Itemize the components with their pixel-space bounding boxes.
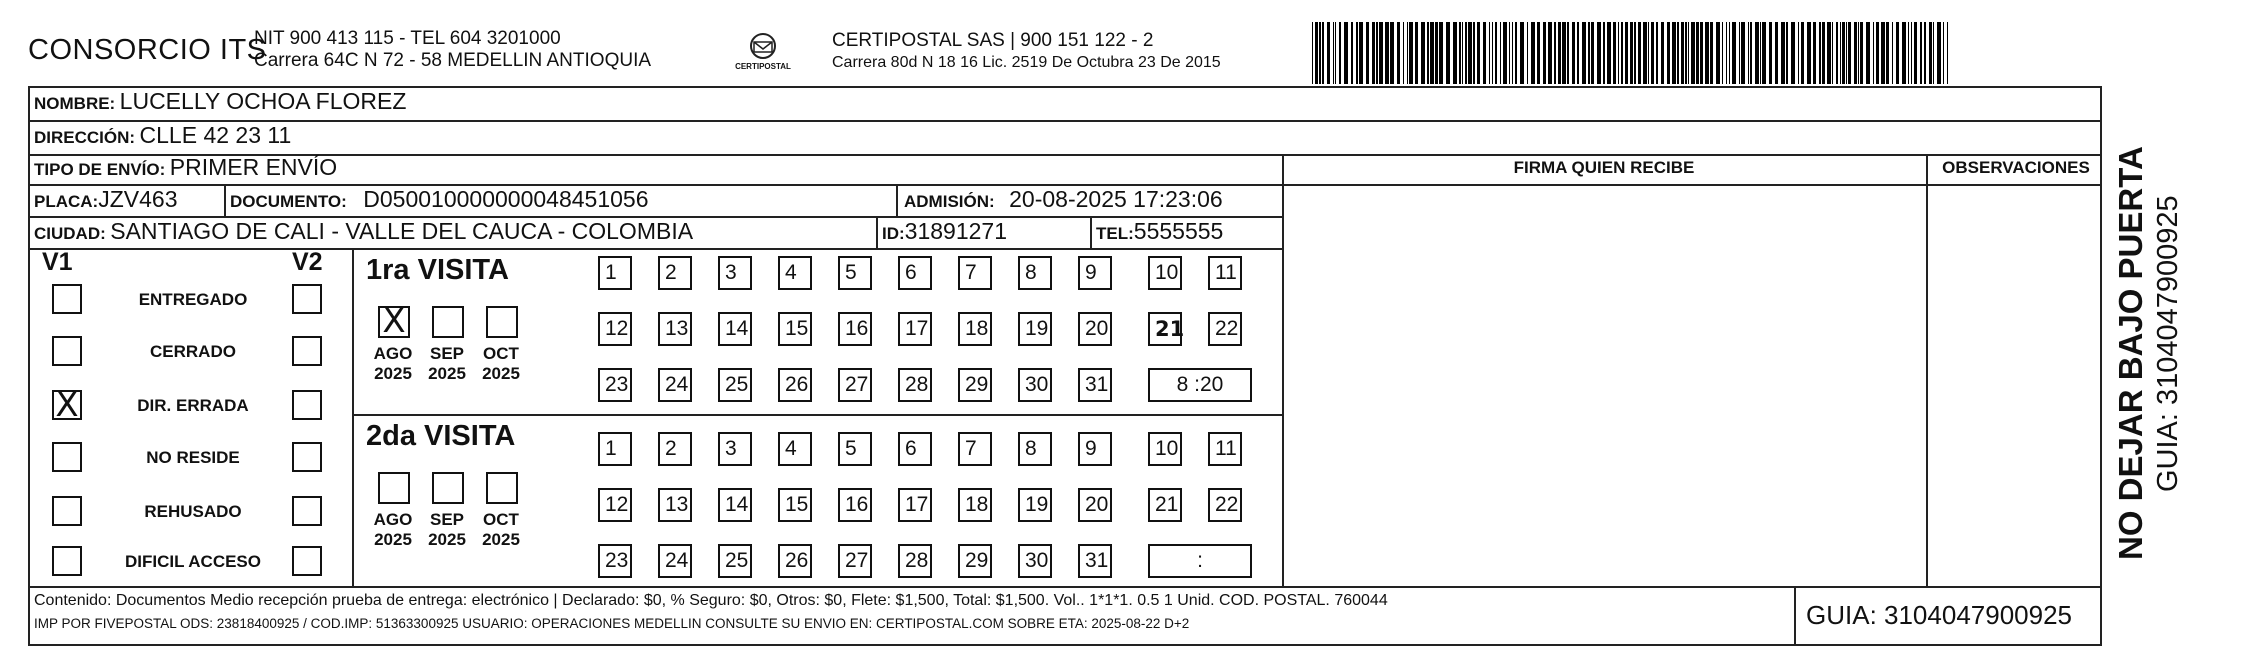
visit2-day-box[interactable]: 6: [898, 432, 932, 466]
barcode-bar: [1462, 22, 1463, 84]
visit1-day-box[interactable]: 19: [1018, 312, 1052, 346]
barcode-bar: [1866, 22, 1870, 84]
observaciones-label: OBSERVACIONES: [1942, 158, 2090, 177]
visit2-day-box[interactable]: 9: [1078, 432, 1112, 466]
tipo-label: TIPO DE ENVÍO:: [34, 160, 166, 179]
barcode-bar: [1643, 22, 1647, 84]
visit1-day-box[interactable]: 22: [1208, 312, 1242, 346]
visit1-month-checkbox[interactable]: [378, 301, 410, 341]
barcode-bar: [1439, 22, 1443, 84]
barcode-bar: [1858, 22, 1859, 84]
status-label: CERRADO: [150, 342, 236, 361]
admision-field: [904, 186, 1223, 213]
barcode-bar: [1531, 22, 1535, 84]
barcode-bar: [1914, 22, 1917, 84]
barcode-bar: [1435, 22, 1438, 84]
visit1-day-box[interactable]: 8: [1018, 256, 1052, 290]
carrier-line: CERTIPOSTAL SAS | 900 151 122 - 2: [832, 30, 1154, 51]
barcode-bar: [1873, 22, 1874, 84]
v1-checkbox[interactable]: [52, 284, 82, 314]
visit2-day-box[interactable]: 23: [598, 544, 632, 578]
barcode-bar: [1813, 22, 1816, 84]
barcode-bar: [1322, 22, 1324, 84]
barcode-bar: [1588, 22, 1590, 84]
visit1-day-box[interactable]: 4: [778, 256, 812, 290]
footer-contenido: Contenido: Documentos Medio recepción prueba de entrega: electrónico | Declarado: $0, % Seguro: $0, Otros: $0, Flete: $1,500, Total: $1,500. Vol.. 1*1*1. 0.5 1 Unid. COD. POSTAL. 760044: [34, 592, 1388, 609]
v1-checkbox[interactable]: [52, 336, 82, 366]
barcode-bar: [1603, 22, 1605, 84]
visit2-month-checkbox[interactable]: [432, 472, 464, 504]
visit1-day-box[interactable]: 16: [838, 312, 872, 346]
barcode-bar: [1827, 22, 1831, 84]
company-name: CONSORCIO ITS: [28, 34, 267, 66]
barcode-bar: [1775, 22, 1778, 84]
visit1-title: 1ra VISITA: [366, 254, 509, 286]
barcode-bar: [1860, 22, 1863, 84]
barcode-bar: [1618, 22, 1619, 84]
visit2-month-label: OCT: [483, 510, 519, 529]
visit1-day-box[interactable]: 14: [718, 312, 752, 346]
barcode-bar: [1716, 22, 1720, 84]
barcode-bar: [1597, 22, 1601, 84]
barcode-bar: [1911, 22, 1912, 84]
visit2-month-label: SEP: [429, 510, 465, 529]
barcode-bar: [1648, 22, 1649, 84]
company-address: Carrera 64C N 72 - 58 MEDELLIN ANTIOQUIA: [254, 50, 652, 71]
barcode-bar: [1537, 22, 1540, 84]
visit2-day-box[interactable]: 17: [898, 488, 932, 522]
barcode-bar: [1691, 22, 1695, 84]
id-field: [882, 218, 1007, 245]
side-warning: NO DEJAR BAJO PUERTA: [2112, 146, 2149, 560]
visit2-year-label: 2025: [482, 530, 520, 549]
barcode-bar: [1527, 22, 1528, 84]
barcode-bar: [1819, 22, 1821, 84]
barcode-bar: [1741, 22, 1745, 84]
direccion-label: DIRECCIÓN:: [34, 128, 136, 147]
barcode-bar: [1651, 22, 1654, 84]
visit1-month-label: OCT: [483, 344, 519, 363]
barcode-bar: [1685, 22, 1687, 84]
visit2-day-box[interactable]: 19: [1018, 488, 1052, 522]
row-nombre: [34, 88, 406, 115]
nombre-value: LUCELLY OCHOA FLOREZ: [119, 88, 407, 114]
barcode-bar: [1688, 22, 1689, 84]
barcode-bar: [1607, 22, 1611, 84]
visit1-day-box[interactable]: 26: [778, 368, 812, 402]
tel-label: TEL:: [1096, 224, 1134, 243]
barcode-bar: [1638, 22, 1641, 84]
barcode-bar: [1477, 22, 1480, 84]
barcode-bar: [1372, 22, 1375, 84]
barcode-bar: [1333, 22, 1334, 84]
visit2-month-label: AGO: [373, 510, 413, 529]
barcode-bar: [1846, 22, 1847, 84]
visit1-day-box[interactable]: 11: [1208, 256, 1242, 290]
barcode-bar: [1762, 22, 1766, 84]
barcode-bar: [1677, 22, 1679, 84]
barcode-bar: [1427, 22, 1429, 84]
barcode-bar: [1376, 22, 1378, 84]
company-info: [254, 28, 651, 72]
barcode-bar: [1854, 22, 1857, 84]
status-label: DIR. ERRADA: [137, 396, 249, 415]
tipo-value: PRIMER ENVÍO: [169, 154, 338, 180]
barcode-bar: [1886, 22, 1889, 84]
visit1-day-box[interactable]: 6: [898, 256, 932, 290]
visit1-day-box[interactable]: 28: [898, 368, 932, 402]
visit2-month-checkbox[interactable]: [378, 472, 410, 504]
visit2-day-box[interactable]: 11: [1208, 432, 1242, 466]
admision-value: 20-08-2025 17:23:06: [1009, 186, 1223, 212]
barcode-bar: [1739, 22, 1740, 84]
barcode-bar: [1554, 22, 1556, 84]
visit2-day-box[interactable]: 27: [838, 544, 872, 578]
visit1-month-label: AGO: [373, 344, 413, 363]
barcode-bar: [1543, 22, 1546, 84]
visit1-month-label: SEP: [429, 344, 465, 363]
visit2-year-label: 2025: [428, 530, 466, 549]
barcode-bar: [1943, 22, 1944, 84]
barcode-bar: [1483, 22, 1486, 84]
barcode-bar: [1351, 22, 1353, 84]
visit2-title: 2da VISITA: [366, 420, 516, 452]
tel-field: [1096, 218, 1223, 245]
barcode-bar: [1415, 22, 1418, 84]
barcode-bar: [1558, 22, 1561, 84]
barcode-bar: [1750, 22, 1752, 84]
barcode-bar: [1613, 22, 1616, 84]
firma-label: FIRMA QUIEN RECIBE: [1513, 158, 1695, 177]
barcode-bar: [1781, 22, 1785, 84]
visit2-day-box[interactable]: 24: [658, 544, 692, 578]
barcode-bar: [1495, 22, 1497, 84]
logo-text: CERTIPOSTAL: [735, 62, 791, 71]
barcode-bar: [1512, 22, 1513, 84]
status-label: DIFICIL ACCESO: [124, 552, 261, 571]
visit2-day-box[interactable]: 7: [958, 432, 992, 466]
visit1-day-box[interactable]: 18: [958, 312, 992, 346]
barcode-bar: [1515, 22, 1517, 84]
visit2-day-box[interactable]: 2: [658, 432, 692, 466]
barcode-bar: [1656, 22, 1658, 84]
barcode-bar: [1453, 22, 1457, 84]
barcode-bar: [1696, 22, 1699, 84]
barcode-bar: [1335, 22, 1336, 84]
barcode-bar: [1630, 22, 1633, 84]
barcode-bar: [1726, 22, 1727, 84]
barcode-bar: [1509, 22, 1510, 84]
visit2-day-box[interactable]: 14: [718, 488, 752, 522]
barcode-bar: [1403, 22, 1404, 84]
visit1-day-box[interactable]: 21: [1148, 312, 1182, 346]
barcode-bar: [1807, 22, 1811, 84]
status-label: REHUSADO: [144, 502, 242, 521]
visit1-day-box[interactable]: 9: [1078, 256, 1112, 290]
barcode-bar: [1582, 22, 1586, 84]
visit2-day-box[interactable]: 3: [718, 432, 752, 466]
barcode-bar: [1760, 22, 1761, 84]
visit1-day-box[interactable]: 27: [838, 368, 872, 402]
visit1-day-box[interactable]: 20: [1078, 312, 1112, 346]
ciudad-value: SANTIAGO DE CALI - VALLE DEL CAUCA - COLOMBIA: [110, 218, 694, 244]
visit2-day-box[interactable]: 16: [838, 488, 872, 522]
barcode-bar: [1908, 22, 1909, 84]
barcode-bar: [1366, 22, 1369, 84]
visit1-month-checkbox[interactable]: [486, 306, 518, 338]
visit2-day-box[interactable]: 30: [1018, 544, 1052, 578]
v2-header: V2: [292, 248, 323, 276]
id-value: 31891271: [904, 218, 1008, 244]
barcode-bar: [1840, 22, 1841, 84]
visit1-day-box[interactable]: 30: [1018, 368, 1052, 402]
barcode-bar: [1359, 22, 1363, 84]
barcode-bar: [1459, 22, 1461, 84]
direccion-value: CLLE 42 23 11: [139, 122, 292, 148]
company-nit: NIT 900 413 115 - TEL 604 3201000: [254, 28, 561, 49]
barcode-bar: [1625, 22, 1628, 84]
barcode-bar: [1896, 22, 1899, 84]
barcode-bar: [1842, 22, 1845, 84]
nombre-label: NOMBRE:: [34, 94, 116, 113]
visit2-day-box[interactable]: 8: [1018, 432, 1052, 466]
x-mark-icon: X: [55, 385, 79, 425]
barcode-bar: [1468, 22, 1472, 84]
ciudad-field: [34, 218, 693, 245]
barcode-bar: [1924, 22, 1926, 84]
tel-value: 5555555: [1133, 218, 1224, 244]
visit2-day-box[interactable]: 15: [778, 488, 812, 522]
visit1-day-box[interactable]: 13: [658, 312, 692, 346]
barcode-bar: [1681, 22, 1684, 84]
barcode-bar: [1390, 22, 1394, 84]
barcode-bar: [1312, 22, 1313, 84]
barcode-bar: [1700, 22, 1703, 84]
barcode-bar: [1672, 22, 1676, 84]
shipping-form: [28, 86, 2102, 646]
barcode-bar: [1822, 22, 1825, 84]
visit2-day-box[interactable]: 29: [958, 544, 992, 578]
visit1-day-box[interactable]: 5: [838, 256, 872, 290]
v1-checkbox[interactable]: [52, 496, 82, 526]
visit1-month-checkbox[interactable]: [432, 306, 464, 338]
barcode-bar: [1798, 22, 1799, 84]
barcode-bar: [1848, 22, 1851, 84]
barcode-bar: [1667, 22, 1670, 84]
visit2-day-box[interactable]: 21: [1148, 488, 1182, 522]
v1-checkbox[interactable]: [52, 546, 82, 576]
barcode-bar: [1786, 22, 1788, 84]
barcode-bar: [1356, 22, 1358, 84]
visit1-year-label: 2025: [482, 364, 520, 383]
visit2-day-box[interactable]: 18: [958, 488, 992, 522]
barcode-bar: [1315, 22, 1318, 84]
barcode-bar: [1344, 22, 1348, 84]
barcode-bar: [1836, 22, 1838, 84]
visit2-day-box[interactable]: 25: [718, 544, 752, 578]
side-guia: GUIA: 3104047900925: [2152, 195, 2184, 492]
visit2-day-box[interactable]: 4: [778, 432, 812, 466]
visit2-day-box[interactable]: 20: [1078, 488, 1112, 522]
visit2-day-box[interactable]: 13: [658, 488, 692, 522]
barcode-bar: [1902, 22, 1906, 84]
visit2-year-label: 2025: [374, 530, 412, 549]
visit2-day-box[interactable]: 22: [1208, 488, 1242, 522]
barcode-bar: [1920, 22, 1922, 84]
visit2-day-box[interactable]: 31: [1078, 544, 1112, 578]
barcode-bar: [1407, 22, 1408, 84]
row-direccion: [34, 122, 291, 149]
barcode-bar: [1591, 22, 1594, 84]
barcode-bar: [1572, 22, 1575, 84]
visit1-day-box[interactable]: 29: [958, 368, 992, 402]
visit1-day-box[interactable]: 1: [598, 256, 632, 290]
barcode-bar: [1446, 22, 1450, 84]
barcode-bar: [1577, 22, 1579, 84]
barcode-bar: [1881, 22, 1885, 84]
barcode-bar: [1621, 22, 1623, 84]
barcode-bar: [1929, 22, 1932, 84]
barcode-bar: [1473, 22, 1475, 84]
visit1-day-box[interactable]: 25: [718, 368, 752, 402]
barcode-bar: [1430, 22, 1434, 84]
visit1-year-label: 2025: [374, 364, 412, 383]
barcode-bar: [1379, 22, 1383, 84]
barcode-bar: [1421, 22, 1425, 84]
visit1-day-box[interactable]: 15: [778, 312, 812, 346]
barcode-bar: [1327, 22, 1330, 84]
barcode-bar: [1489, 22, 1490, 84]
documento-field: [230, 186, 648, 213]
v2-checkbox[interactable]: [292, 390, 322, 420]
visit1-day-box[interactable]: 24: [658, 368, 692, 402]
barcode-bar: [1661, 22, 1664, 84]
visit2-day-box[interactable]: 12: [598, 488, 632, 522]
visit1-day-box[interactable]: 3: [718, 256, 752, 290]
barcode-bar: [1397, 22, 1400, 84]
status-label: ENTREGADO: [138, 290, 248, 309]
barcode-bar: [1500, 22, 1501, 84]
v1-checkbox[interactable]: [52, 385, 82, 425]
placa-value: JZV463: [98, 186, 178, 212]
visit2-day-box[interactable]: 10: [1148, 432, 1182, 466]
placa-label: PLACA:: [34, 192, 99, 211]
barcode-bar: [1710, 22, 1713, 84]
v2-checkbox[interactable]: [292, 496, 322, 526]
visit1-day-box[interactable]: 17: [898, 312, 932, 346]
status-label: NO RESIDE: [146, 448, 240, 467]
barcode-bar: [1937, 22, 1941, 84]
barcode-bar: [1548, 22, 1552, 84]
barcode-bar: [1339, 22, 1341, 84]
v1-header: V1: [42, 248, 73, 276]
visit2-time-box[interactable]: :: [1148, 544, 1252, 578]
v2-checkbox[interactable]: [292, 442, 322, 472]
row-tipo: [34, 154, 337, 181]
barcode-bar: [1892, 22, 1893, 84]
carrier-logo: [728, 28, 798, 80]
visit1-day-box[interactable]: 7: [958, 256, 992, 290]
barcode-bar: [1732, 22, 1736, 84]
barcode-bar: [1933, 22, 1934, 84]
footer-impresion: IMP POR FIVEPOSTAL ODS: 23818400925 / COD.IMP: 51363300925 USUARIO: OPERACIONES MEDELLIN CONSULTE SU ENVIO EN: CERTIPOSTAL.COM SOBRE ETA: 2025-08-22 D+2: [34, 616, 1190, 631]
barcode-bar: [1748, 22, 1749, 84]
barcode-bar: [1791, 22, 1795, 84]
visit2-day-box[interactable]: 26: [778, 544, 812, 578]
visit2-day-box[interactable]: 28: [898, 544, 932, 578]
visit1-day-box[interactable]: 12: [598, 312, 632, 346]
barcode-bar: [1520, 22, 1524, 84]
barcode-bar: [1465, 22, 1467, 84]
barcode-bar: [1947, 22, 1948, 84]
ciudad-label: CIUDAD:: [34, 224, 106, 243]
barcode-bar: [1567, 22, 1569, 84]
barcode-bar: [1769, 22, 1772, 84]
barcode-bar: [1876, 22, 1879, 84]
barcode-bar: [1729, 22, 1730, 84]
barcode: [1312, 22, 1952, 84]
admision-label: ADMISIÓN:: [904, 192, 995, 211]
v2-checkbox[interactable]: [292, 546, 322, 576]
envelope-logo-icon: [728, 28, 798, 80]
barcode-bar: [1722, 22, 1723, 84]
barcode-bar: [1409, 22, 1413, 84]
v2-checkbox[interactable]: [292, 284, 322, 314]
v2-checkbox[interactable]: [292, 336, 322, 366]
carrier-info: [832, 30, 1221, 74]
barcode-bar: [1634, 22, 1636, 84]
barcode-bar: [1385, 22, 1389, 84]
placa-field: [34, 186, 177, 213]
visit1-year-label: 2025: [428, 364, 466, 383]
v1-checkbox[interactable]: [52, 442, 82, 472]
barcode-bar: [1319, 22, 1321, 84]
visit2-month-checkbox[interactable]: [486, 472, 518, 504]
visit1-day-box[interactable]: 10: [1148, 256, 1182, 290]
footer-guia: GUIA: 3104047900925: [1806, 600, 2072, 630]
barcode-bar: [1705, 22, 1709, 84]
carrier-address: Carrera 80d N 18 16 Lic. 2519 De Octubra 23 De 2015: [832, 54, 1221, 71]
barcode-bar: [1562, 22, 1566, 84]
visit2-day-box[interactable]: 1: [598, 432, 632, 466]
documento-label: DOCUMENTO:: [230, 192, 347, 211]
documento-value: D050010000000048451056: [363, 186, 649, 212]
barcode-bar: [1492, 22, 1493, 84]
id-label: ID:: [882, 224, 905, 243]
x-mark-icon: X: [382, 301, 406, 341]
barcode-bar: [1801, 22, 1804, 84]
barcode-bar: [1755, 22, 1759, 84]
visit1-time-box[interactable]: 8 :20: [1148, 368, 1252, 402]
barcode-bar: [1503, 22, 1507, 84]
visit1-day-box[interactable]: 23: [598, 368, 632, 402]
visit1-day-box[interactable]: 31: [1078, 368, 1112, 402]
visit1-day-box[interactable]: 2: [658, 256, 692, 290]
barcode-bar: [1832, 22, 1833, 84]
visit2-day-box[interactable]: 5: [838, 432, 872, 466]
